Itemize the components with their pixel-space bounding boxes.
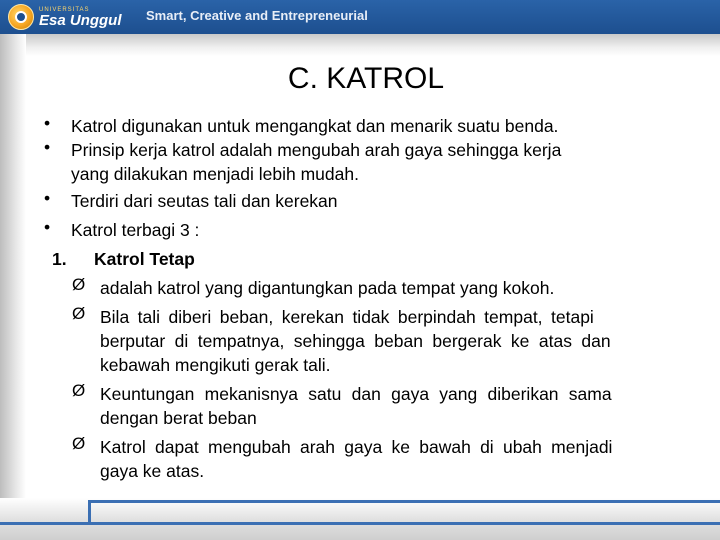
frame-left	[0, 34, 26, 540]
arrow-bullet-icon: Ø	[72, 275, 86, 294]
sub-item-2: Bila tali diberi beban, kerekan tidak berpindah tempat, tetapi	[100, 307, 594, 327]
numbered-marker: 1.	[52, 249, 67, 269]
sub-item-2-cont: berputar di tempatnya, sehingga beban bergerak ke atas dan	[100, 331, 611, 351]
bullet-item-4: Katrol terbagi 3 :	[71, 220, 200, 240]
header-bar	[0, 0, 720, 35]
bullet-item-1: Katrol digunakan untuk mengangkat dan menarik suatu benda.	[71, 116, 559, 136]
sub-item-3: Keuntungan mekanisnya satu dan gaya yang diberikan sama	[100, 384, 612, 404]
bullet-item-2-cont: yang dilakukan menjadi lebih mudah.	[71, 164, 359, 184]
arrow-bullet-icon: Ø	[72, 381, 86, 400]
arrow-bullet-icon: Ø	[72, 434, 86, 453]
bullet-icon: •	[44, 188, 51, 208]
logo-small-text: UNIVERSITAS	[39, 6, 90, 13]
slide-title: C. KATROL	[287, 62, 445, 95]
university-logo	[8, 3, 122, 31]
logo-emblem-icon	[8, 4, 34, 30]
sub-item-2-cont-2: kebawah mengikuti gerak tali.	[100, 355, 331, 375]
logo-name: Esa Unggul	[39, 11, 122, 29]
sub-item-4-cont: gaya ke atas.	[100, 461, 205, 481]
bottom-decor-line	[88, 500, 720, 524]
frame-top	[0, 34, 720, 56]
sub-item-1: adalah katrol yang digantungkan pada tempat yang kokoh.	[100, 278, 555, 298]
bullet-icon: •	[44, 217, 51, 237]
tagline: Smart, Creative and Entrepreneurial	[146, 8, 368, 23]
sub-item-3-cont: dengan berat beban	[100, 408, 257, 428]
bullet-item-2: Prinsip kerja katrol adalah mengubah arah gaya sehingga kerja	[71, 140, 562, 160]
bullet-icon: •	[44, 113, 51, 133]
arrow-bullet-icon: Ø	[72, 304, 86, 323]
numbered-label: Katrol Tetap	[94, 249, 195, 269]
bullet-item-3: Terdiri dari seutas tali dan kerekan	[71, 191, 338, 211]
bullet-icon: •	[44, 137, 51, 157]
bottom-decor-line-2	[0, 522, 720, 525]
sub-item-4: Katrol dapat mengubah arah gaya ke bawah di ubah menjadi	[100, 437, 613, 457]
